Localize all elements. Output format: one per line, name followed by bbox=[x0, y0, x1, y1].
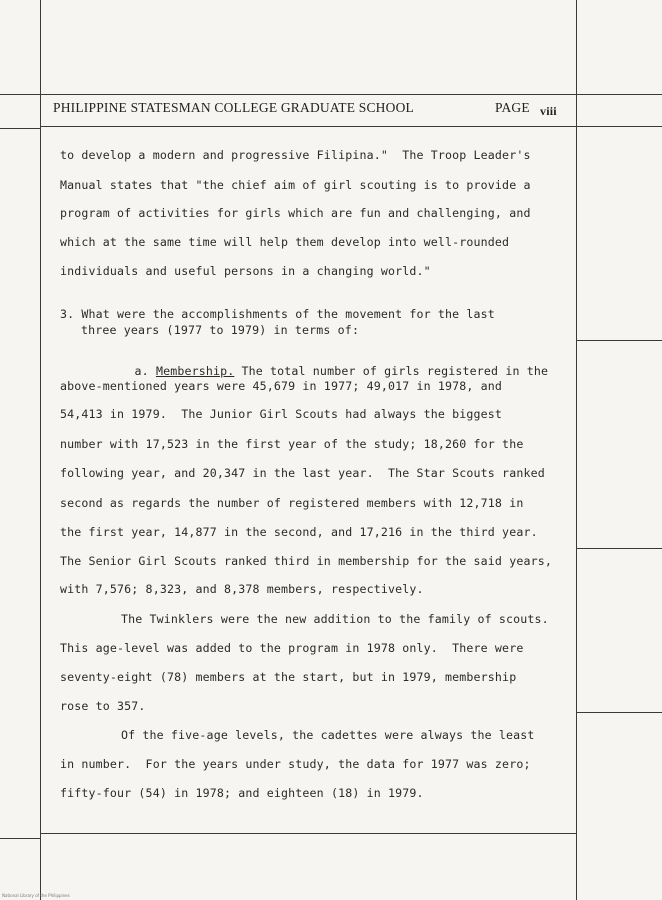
item-heading: Membership. bbox=[155, 364, 235, 378]
body-line: in number. For the years under study, the data for 1977 was zero; bbox=[60, 757, 531, 771]
body-line: the first year, 14,877 in the second, and 17,216 in the third year. bbox=[60, 525, 538, 539]
left-margin-rule bbox=[40, 0, 41, 900]
body-line: which at the same time will help them develop into well-rounded bbox=[60, 235, 510, 249]
body-line: seventy-eight (78) members at the start, but in 1979, membership bbox=[60, 670, 517, 684]
right-column-rule-2 bbox=[576, 548, 662, 549]
page-header bbox=[53, 100, 573, 116]
body-line: above-mentioned years were 45,679 in 1977; 49,017 in 1978, and bbox=[60, 379, 503, 393]
question-line: 3. What were the accomplishments of the movement for the last bbox=[60, 307, 495, 321]
header-title: PHILIPPINE STATESMAN COLLEGE GRADUATE SCHOOL bbox=[53, 100, 414, 115]
body-line: The Senior Girl Scouts ranked third in membership for the said years, bbox=[60, 554, 552, 568]
right-margin-rule bbox=[576, 0, 577, 900]
body-line: rose to 357. bbox=[60, 699, 146, 713]
body-line: Of the five-age levels, the cadettes were always the least bbox=[121, 728, 535, 742]
body-line: second as regards the number of registered members with 12,718 in bbox=[60, 496, 524, 510]
bottom-rule bbox=[40, 833, 576, 834]
page-label: PAGE bbox=[495, 100, 530, 115]
question-line: three years (1977 to 1979) in terms of: bbox=[81, 323, 360, 337]
body-line: to develop a modern and progressive Filipina." The Troop Leader's bbox=[60, 148, 531, 162]
right-column-rule-1 bbox=[576, 340, 662, 341]
footer-note: National Library of the Philippines bbox=[2, 893, 70, 898]
header-top-rule bbox=[0, 94, 662, 95]
header-bottom-rule bbox=[40, 126, 662, 127]
body-line: This age-level was added to the program in 1978 only. There were bbox=[60, 641, 524, 655]
body-line: with 7,576; 8,323, and 8,378 members, respectively. bbox=[60, 582, 424, 596]
body-line: 54,413 in 1979. The Junior Girl Scouts had always the biggest bbox=[60, 407, 503, 421]
body-line: fifty-four (54) in 1978; and eighteen (18) in 1979. bbox=[60, 786, 424, 800]
item-text: The total number of girls registered in the bbox=[234, 364, 549, 378]
body-line: Manual states that "the chief aim of girl scouting is to provide a bbox=[60, 178, 531, 192]
item-letter: a. bbox=[134, 364, 149, 378]
left-column-rule-2 bbox=[0, 838, 40, 839]
body-line: individuals and useful persons in a changing world." bbox=[60, 264, 431, 278]
body-line: The Twinklers were the new addition to the family of scouts. bbox=[121, 612, 549, 626]
body-line: following year, and 20,347 in the last year. The Star Scouts ranked bbox=[60, 466, 545, 480]
page-number: viii bbox=[540, 104, 557, 118]
body-line: number with 17,523 in the first year of the study; 18,260 for the bbox=[60, 437, 524, 451]
right-column-rule-3 bbox=[576, 712, 662, 713]
left-column-rule-1 bbox=[0, 128, 40, 129]
body-line: program of activities for girls which are fun and challenging, and bbox=[60, 206, 531, 220]
